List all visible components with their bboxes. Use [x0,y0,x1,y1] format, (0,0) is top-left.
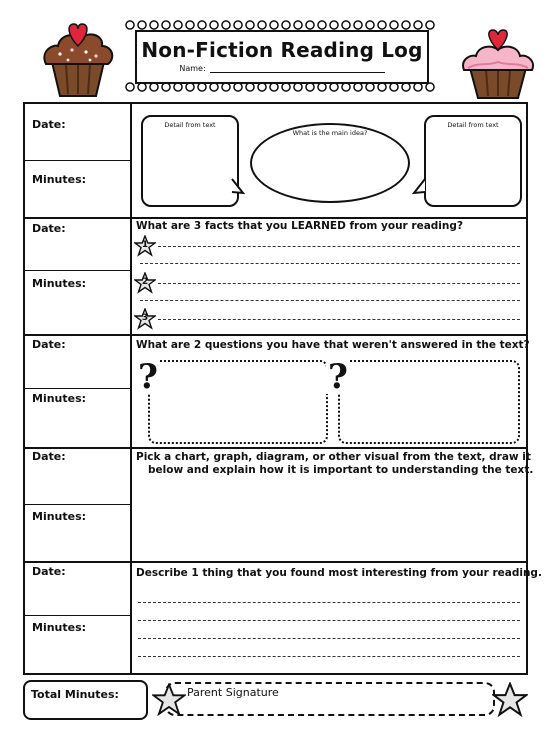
minutes-label: Minutes: [32,392,87,405]
total-minutes-box[interactable] [23,680,148,720]
visual-prompt-line-1: Pick a chart, graph, diagram, or other visual from the text, draw it [136,451,531,463]
writing-line[interactable] [158,283,520,284]
question-box-2[interactable] [338,360,520,444]
section-divider [23,334,528,336]
bubble-tail-left [231,178,245,196]
section-divider [23,217,528,219]
section-divider [23,561,528,563]
parent-signature-box[interactable] [165,682,495,716]
visual-prompt-line-2: below and explain how it is important to understanding the text. [148,464,534,476]
date-minutes-divider [23,270,130,271]
star-icon [492,682,528,718]
detail-bubble-left[interactable] [141,115,239,207]
fact-number: 2 [141,277,149,287]
facts-prompt: What are 3 facts that you LEARNED from your reading? [136,220,463,232]
column-divider [130,102,132,675]
date-label: Date: [32,338,66,351]
writing-line[interactable] [140,300,520,301]
fact-number: 3 [141,313,149,323]
date-minutes-divider [23,615,130,616]
fact-star-1 [134,235,156,257]
writing-line[interactable] [158,319,520,320]
question-mark-icon: ? [328,357,348,397]
date-label: Date: [32,565,66,578]
star-icon [152,683,186,717]
date-label: Date: [32,118,66,131]
writing-line[interactable] [158,246,520,247]
bubble-tail-right [412,178,426,196]
minutes-label: Minutes: [32,173,87,186]
writing-line[interactable] [138,656,520,657]
questions-prompt: What are 2 questions you have that weren't answered in the text? [136,339,530,351]
minutes-label: Minutes: [32,277,87,290]
fact-number: 1 [141,240,149,250]
total-minutes-label: Total Minutes: [31,688,119,701]
minutes-label: Minutes: [32,621,87,634]
date-minutes-divider [23,504,130,505]
main-idea-label: What is the main idea? [292,129,368,137]
writing-line[interactable] [140,263,520,264]
interesting-prompt: Describe 1 thing that you found most interesting from your reading. [136,567,542,579]
fact-star-3 [134,308,156,330]
name-field[interactable] [210,72,385,73]
title-box [135,30,429,84]
cupcake-left-icon [38,22,118,98]
name-label: Name: [179,64,206,73]
section-divider [23,447,528,449]
writing-line[interactable] [138,638,520,639]
drawing-area[interactable] [136,482,522,556]
date-minutes-divider [23,160,130,161]
writing-line[interactable] [138,602,520,603]
main-idea-oval[interactable] [250,123,410,203]
detail-bubble-right[interactable] [424,115,522,207]
question-box-1[interactable] [148,360,328,444]
page-title: Non-Fiction Reading Log [141,38,423,62]
parent-signature-label: Parent Signature [187,686,279,699]
date-label: Date: [32,450,66,463]
cupcake-right-icon [458,28,538,100]
title-border-top [125,20,435,30]
fact-star-2 [134,272,156,294]
question-mark-icon: ? [138,357,158,397]
name-row [137,64,427,73]
date-minutes-divider [23,388,130,389]
detail-bubble-label: Detail from text [164,121,216,129]
minutes-label: Minutes: [32,510,87,523]
detail-bubble-label: Detail from text [447,121,499,129]
date-label: Date: [32,222,66,235]
writing-line[interactable] [138,620,520,621]
